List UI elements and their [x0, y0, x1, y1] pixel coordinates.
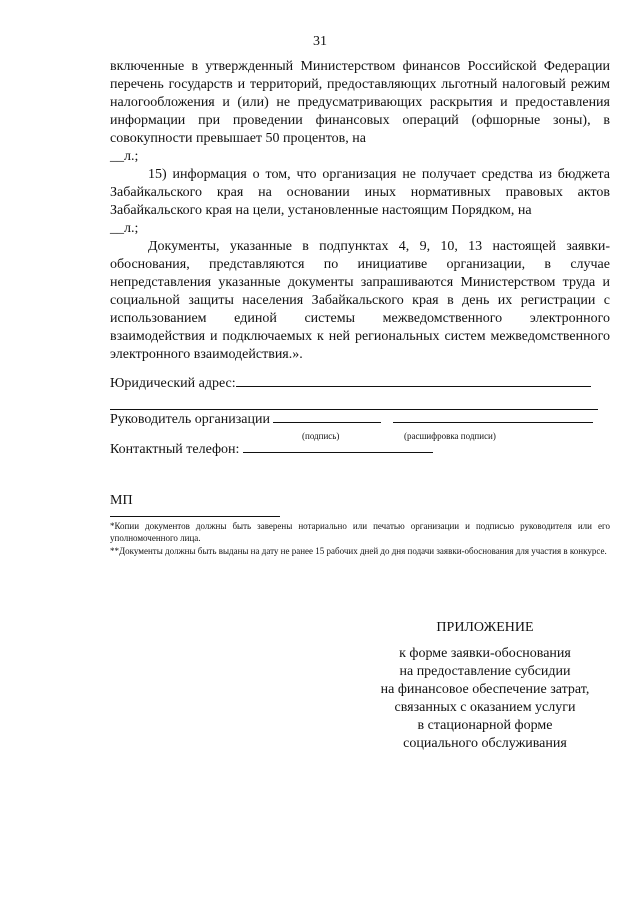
main-text [110, 58, 610, 364]
legal-address-extra-line[interactable] [110, 409, 598, 410]
stamp-label: МП [110, 493, 133, 508]
signature-field[interactable] [273, 422, 381, 423]
legal-address-field[interactable] [236, 386, 591, 387]
paragraph-item-15-pages: __л.; [110, 221, 139, 236]
decoding-caption: (расшифровка подписи) [404, 431, 496, 441]
paragraph-offshore-pages: __л.; [110, 149, 139, 164]
footnote-divider [110, 516, 280, 517]
appendix-line: социального обслуживания [403, 736, 567, 751]
appendix-line: на предоставление субсидии [399, 664, 571, 679]
phone-row [110, 442, 433, 458]
phone-field[interactable] [243, 452, 433, 453]
appendix-line: связанных с оказанием услуги [394, 700, 576, 715]
footnote-dates: **Документы должны быть выданы на дату не ранее 15 рабочих дней до дня подачи заявки-обоснования для участия в конкурсе. [110, 546, 607, 556]
appendix-line: в стационарной форме [417, 718, 553, 733]
appendix-line: на финансовое обеспечение затрат, [380, 682, 590, 697]
signature-caption: (подпись) [302, 431, 340, 441]
paragraph-documents: Документы, указанные в подпунктах 4, 9, 10, 13 настоящей заявки-обоснования, представляются по инициативе организации, в случае непредставления указанные документы запрашиваются Министерством труда и социальной защиты населения Забайкальского края в день их регистрации с использованием единой системы межведомственного электронного взаимодействия и подключаемых к ней региональных систем межведомственного электронного взаимодействия.». [110, 239, 610, 362]
phone-label: Контактный телефон: [110, 442, 240, 457]
appendix-title: ПРИЛОЖЕНИЕ [436, 620, 534, 635]
signature-decoding-field[interactable] [393, 422, 593, 423]
page-number: 31 [313, 34, 327, 49]
paragraph-offshore: включенные в утвержденный Министерством финансов Российской Федерации перечень государств и территорий, предоставляющих льготный налоговый режим налогообложения и (или) не предусматривающих раскрытия и предоставления информации при проведении финансовых операций (офшорные зоны), в совокупности превышает 50 процентов, на [110, 59, 610, 146]
appendix-caption [340, 645, 630, 753]
head-row [110, 412, 593, 428]
appendix-line: к форме заявки-обоснования [399, 646, 571, 661]
head-label: Руководитель организации [110, 412, 270, 427]
legal-address-row [110, 376, 591, 392]
paragraph-item-15: 15) информация о том, что организация не получает средства из бюджета Забайкальского края на основании иных нормативных правовых актов Забайкальского края на цели, установленные настоящим Порядком, на [110, 167, 610, 218]
legal-address-label: Юридический адрес: [110, 376, 236, 391]
footnote-copies: *Копии документов должны быть заверены нотариально или печатью организации и подписью руководителя или его уполномоченного лица. [110, 521, 610, 543]
